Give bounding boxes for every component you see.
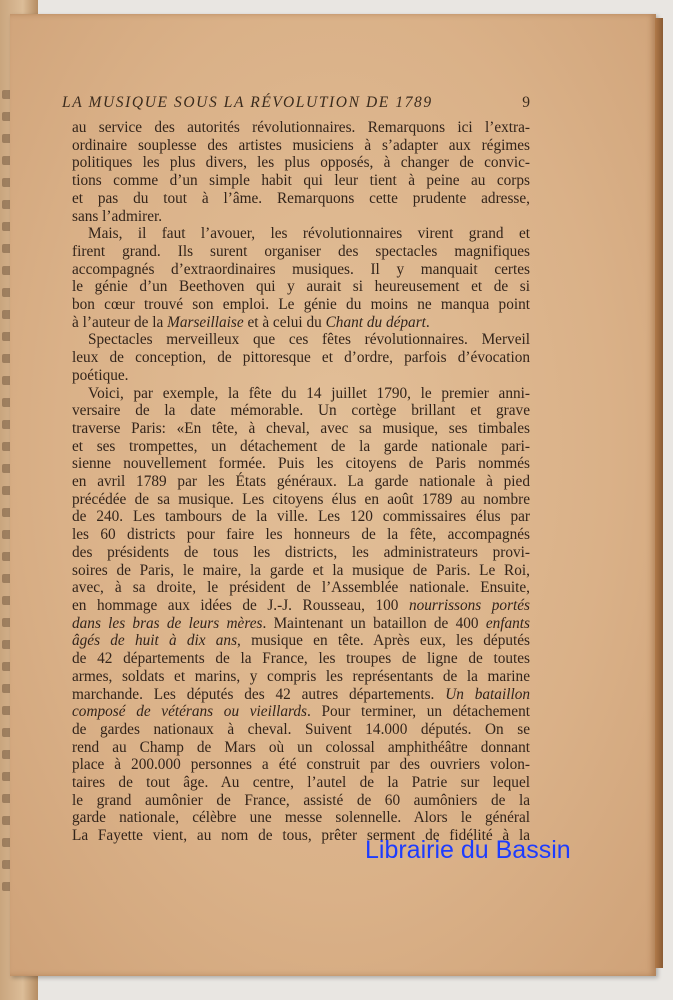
italic-text: Chant du départ — [325, 313, 426, 331]
text-run: sienne nouvellement formée. Puis les citoyens de Paris nommés — [72, 455, 530, 473]
text-line — [72, 615, 530, 633]
text-run: . Pour terminer, un détachement — [306, 703, 530, 721]
text-line — [72, 703, 530, 721]
text-run: . Maintenant un bataillon de 400 — [262, 614, 486, 632]
text-run: place à 200.000 personnes a été construit par des ouvriers volon- — [72, 756, 530, 774]
text-run: sans l’admirer. — [72, 207, 163, 225]
text-line — [72, 756, 530, 774]
text-run: à l’auteur de la — [72, 313, 168, 331]
text-run: de 240. Les tambours de la ville. Les 120 commissaires élus par — [72, 508, 530, 526]
italic-text: enfants — [485, 614, 531, 632]
text-line — [72, 562, 530, 580]
text-line — [72, 208, 530, 226]
text-run: Mais, il faut l’avouer, les révolutionnaires virent grand et — [88, 225, 530, 243]
text-run: ordinaire souplesse des artistes musiciens à s’adapter aux régimes — [72, 136, 530, 154]
text-run: et ses trompettes, un détachement de la garde nationale pari- — [72, 437, 530, 455]
text-run: , musique en tête. Après eux, les députés — [237, 632, 531, 650]
text-run: en hommage aux idées de J.-J. Rousseau, 100 — [72, 596, 409, 614]
running-header — [62, 94, 530, 112]
text-line — [72, 225, 530, 243]
text-line — [72, 650, 530, 668]
text-run: . — [425, 313, 430, 331]
text-run: Spectacles merveilleux que ces fêtes révolutionnaires. Merveil — [88, 331, 530, 349]
text-line — [72, 438, 530, 456]
text-line — [72, 579, 530, 597]
text-line — [72, 526, 530, 544]
text-run: leux de conception, de pittoresque et d’ordre, parfois d’évocation — [72, 349, 530, 367]
text-line — [72, 190, 530, 208]
text-run: Voici, par exemple, la fête du 14 juillet 1790, le premier anni- — [88, 384, 530, 402]
text-run: garde nationale, célèbre une messe solennelle. Alors le général — [72, 809, 530, 827]
italic-text: Marseillaise — [167, 313, 244, 331]
text-run: politiques les plus divers, les plus opposés, à changer de convic- — [72, 154, 530, 172]
text-run: traverse Paris: «En tête, à cheval, avec sa musique, ses timbales — [72, 419, 530, 437]
text-line — [72, 137, 530, 155]
text-line — [72, 296, 530, 314]
text-line — [72, 402, 530, 420]
text-run: accompagnés d’extraordinaires musiques. Il y manquait certes — [72, 260, 530, 278]
text-run: taires de tout âge. Au centre, l’autel de la Patrie sur lequel — [72, 774, 530, 792]
text-run: poétique. — [72, 366, 129, 384]
body-text — [72, 119, 530, 845]
text-line — [72, 455, 530, 473]
text-run: bon cœur trouvé son emploi. Le génie du moins ne manqua point — [72, 296, 530, 314]
text-line — [72, 261, 530, 279]
page-stack-edge — [655, 18, 663, 968]
text-run: au service des autorités révolutionnaires. Remarquons ici l’extra- — [72, 119, 530, 136]
text-line — [72, 119, 530, 137]
text-run: armes, soldats et marins, y compris les représentants de la marine — [72, 667, 530, 685]
text-run: le grand aumônier de France, assisté de 60 aumôniers de la — [72, 791, 530, 809]
text-run: des présidents de tous les districts, les administrateurs provi- — [72, 543, 530, 561]
text-line — [72, 809, 530, 827]
text-line — [72, 597, 530, 615]
text-run: et pas du tout à l’âme. Remarquons cette prudente adresse, — [72, 189, 530, 207]
text-line — [72, 154, 530, 172]
text-line — [72, 278, 530, 296]
text-run: de gardes nationaux à cheval. Suivent 14.000 députés. On se — [72, 720, 530, 738]
text-line — [72, 367, 530, 385]
text-run: précédée de sa musique. Les citoyens élus en août 1789 au nombre — [72, 490, 530, 508]
text-run: marchande. Les députés des 42 autres départements. — [72, 685, 446, 703]
page-number: 9 — [522, 94, 530, 111]
text-run: en avril 1789 par les États généraux. La garde nationale à pied — [72, 473, 530, 491]
text-line — [72, 243, 530, 261]
text-line — [72, 172, 530, 190]
text-line — [72, 544, 530, 562]
text-run: de 42 départements de la France, les troupes de ligne de toutes — [72, 650, 530, 668]
text-run: soires de Paris, le maire, la garde et la musique de Paris. Le Roi, — [72, 561, 530, 579]
text-run: avec, à sa droite, le président de l’Assemblée nationale. Ensuite, — [72, 579, 530, 597]
text-line — [72, 668, 530, 686]
text-line — [72, 632, 530, 650]
text-run: tions comme d’un simple habit qui leur tient à peine au corps — [72, 172, 530, 190]
text-line — [72, 473, 530, 491]
text-line — [72, 349, 530, 367]
text-line — [72, 314, 530, 332]
text-line — [72, 508, 530, 526]
text-run: La Fayette vient, au nom de tous, prêter serment de fidélité à la — [72, 827, 530, 845]
text-run: et à celui du — [243, 313, 326, 331]
text-line — [72, 686, 530, 704]
text-line — [72, 774, 530, 792]
text-line — [72, 491, 530, 509]
text-run: le génie d’un Beethoven qui y aurait si heureusement et de si — [72, 278, 530, 296]
italic-text: nourrissons portés — [408, 596, 531, 614]
italic-text: composé de vétérans ou vieillards — [72, 703, 307, 721]
italic-text: Un bataillon — [445, 685, 530, 703]
text-line — [72, 792, 530, 810]
italic-text: âgés de huit à dix ans — [72, 632, 238, 650]
text-line — [72, 385, 530, 403]
text-run: rend au Champ de Mars où un colossal amphithéâtre donnant — [72, 738, 530, 756]
text-run: firent grand. Ils surent organiser des spectacles magnifiques — [72, 242, 530, 260]
text-line — [72, 420, 530, 438]
text-line — [72, 331, 530, 349]
watermark: Librairie du Bassin — [365, 836, 571, 864]
text-run: les 60 districts pour faire les honneurs de la fête, accompagnés — [72, 526, 530, 544]
running-title: LA MUSIQUE SOUS LA RÉVOLUTION DE 1789 — [62, 94, 433, 111]
text-line — [72, 721, 530, 739]
text-line — [72, 739, 530, 757]
text-run: versaire de la date mémorable. Un cortège brillant et grave — [72, 402, 530, 420]
italic-text: dans les bras de leurs mères — [72, 614, 263, 632]
